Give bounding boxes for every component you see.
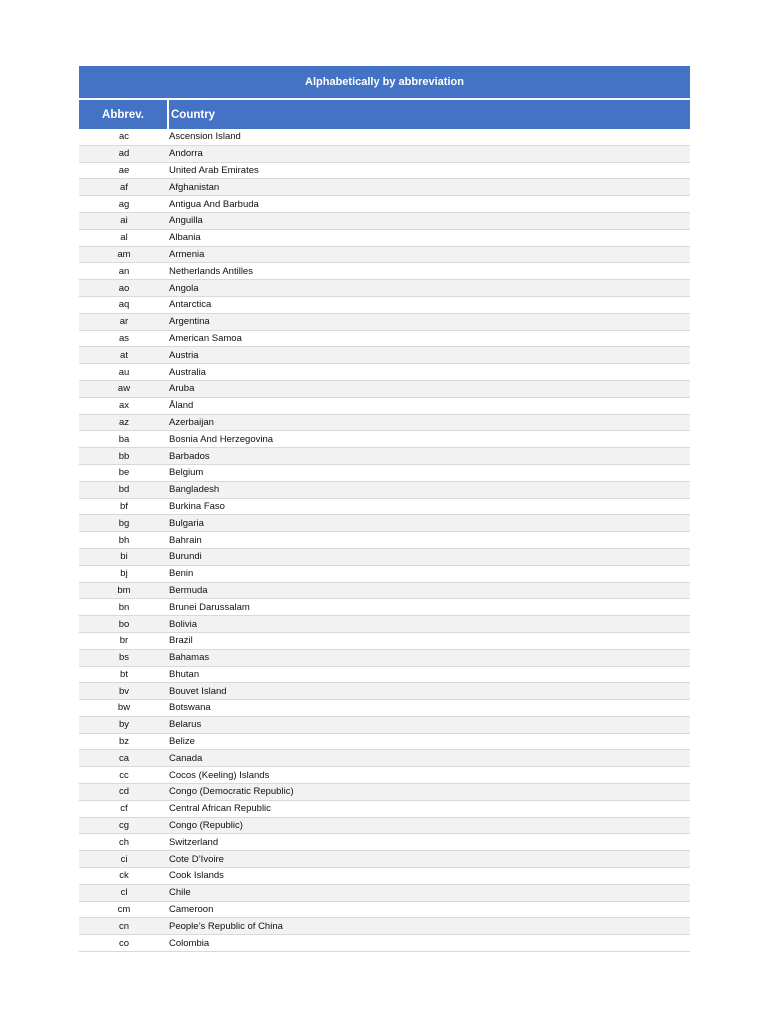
- cell-abbrev: be: [118, 467, 130, 479]
- table-row: [79, 163, 690, 180]
- table-row: [79, 549, 690, 566]
- cell-country: Belize: [169, 736, 195, 748]
- cell-country: Burkina Faso: [169, 500, 225, 512]
- cell-country: Bolivia: [169, 618, 197, 630]
- table-row: [79, 415, 690, 432]
- cell-country: Australia: [169, 366, 206, 378]
- cell-country: Barbados: [169, 450, 210, 462]
- cell-abbrev: bv: [118, 685, 130, 697]
- cell-country: Andorra: [169, 148, 203, 160]
- header-country: Country: [171, 108, 216, 121]
- cell-abbrev: al: [120, 232, 128, 244]
- cell-country: Congo (Democratic Republic): [169, 786, 294, 798]
- cell-country: Albania: [169, 232, 201, 244]
- table-row: [79, 179, 690, 196]
- table-row: [79, 431, 690, 448]
- cell-abbrev: am: [117, 248, 131, 260]
- cell-abbrev: br: [119, 635, 129, 647]
- table-row: [79, 650, 690, 667]
- cell-abbrev: bd: [118, 484, 130, 496]
- cell-abbrev: ag: [118, 198, 130, 210]
- cell-country: Armenia: [169, 248, 205, 260]
- cell-abbrev: ar: [119, 316, 129, 328]
- table-row: [79, 532, 690, 549]
- cell-abbrev: cn: [118, 920, 130, 932]
- cell-abbrev: bh: [118, 534, 130, 546]
- table-row: [79, 767, 690, 784]
- cell-abbrev: cd: [118, 786, 130, 798]
- table-row: [79, 851, 690, 868]
- cell-country: Burundi: [169, 551, 202, 563]
- table-row: [79, 750, 690, 767]
- cell-abbrev: cf: [120, 803, 128, 815]
- cell-country: People’s Republic of China: [169, 920, 283, 932]
- table-row: [79, 734, 690, 751]
- cell-country: Antarctica: [169, 299, 212, 311]
- table-row: [79, 818, 690, 835]
- table-row: [79, 499, 690, 516]
- table-row: [79, 599, 690, 616]
- table-row: [79, 935, 690, 952]
- cell-country: Angola: [169, 282, 199, 294]
- cell-abbrev: ae: [118, 164, 130, 176]
- cell-country: Benin: [169, 568, 194, 580]
- cell-country: Bahamas: [169, 652, 210, 664]
- cell-abbrev: bg: [118, 517, 130, 529]
- table-body: [79, 129, 690, 952]
- cell-abbrev: ca: [118, 752, 130, 764]
- table-row: [79, 902, 690, 919]
- header-abbrev: Abbrev.: [79, 100, 169, 129]
- cell-abbrev: bw: [117, 702, 131, 714]
- cell-country: Bhutan: [169, 668, 200, 680]
- table-row: [79, 885, 690, 902]
- cell-country: Belgium: [169, 467, 204, 479]
- cell-abbrev: co: [118, 937, 130, 949]
- table-row: [79, 398, 690, 415]
- table-row: [79, 482, 690, 499]
- table-row: [79, 213, 690, 230]
- cell-country: Bahrain: [169, 534, 202, 546]
- cell-abbrev: as: [118, 332, 130, 344]
- cell-abbrev: bn: [118, 601, 130, 613]
- cell-abbrev: ax: [118, 400, 130, 412]
- cell-country: Central African Republic: [169, 803, 271, 815]
- cell-country: Brazil: [169, 635, 193, 647]
- cell-abbrev: bz: [118, 736, 130, 748]
- table-row: [79, 700, 690, 717]
- table-row: [79, 633, 690, 650]
- cell-abbrev: au: [118, 366, 130, 378]
- cell-country: Ascension Island: [169, 131, 241, 143]
- cell-abbrev: cg: [118, 820, 130, 832]
- table-row: [79, 784, 690, 801]
- cell-country: Belarus: [169, 719, 202, 731]
- cell-country: Austria: [169, 349, 199, 361]
- cell-abbrev: bb: [118, 450, 130, 462]
- table-row: [79, 834, 690, 851]
- table-row: [79, 515, 690, 532]
- table-row: [79, 918, 690, 935]
- cell-country: Argentina: [169, 316, 210, 328]
- table-row: [79, 297, 690, 314]
- table-row: [79, 683, 690, 700]
- table-row: [79, 667, 690, 684]
- cell-abbrev: bs: [118, 652, 130, 664]
- cell-abbrev: an: [118, 265, 130, 277]
- cell-country: Anguilla: [169, 215, 203, 227]
- cell-abbrev: ao: [118, 282, 130, 294]
- table-row: [79, 230, 690, 247]
- table-row: [79, 616, 690, 633]
- cell-country: Åland: [169, 400, 194, 412]
- cell-country: Bermuda: [169, 584, 208, 596]
- cell-country: Afghanistan: [169, 181, 220, 193]
- cell-country: Switzerland: [169, 836, 219, 848]
- table-row: [79, 448, 690, 465]
- table-row: [79, 566, 690, 583]
- table-row: [79, 381, 690, 398]
- cell-abbrev: ba: [118, 433, 130, 445]
- cell-abbrev: ai: [120, 215, 128, 227]
- table-row: [79, 364, 690, 381]
- cell-country: Netherlands Antilles: [169, 265, 253, 277]
- table-row: [79, 331, 690, 348]
- table-row: [79, 868, 690, 885]
- table-row: [79, 196, 690, 213]
- cell-abbrev: ck: [119, 870, 129, 882]
- cell-country: Brunei Darussalam: [169, 601, 250, 613]
- cell-abbrev: bt: [120, 668, 128, 680]
- cell-abbrev: cc: [119, 769, 129, 781]
- cell-country: Antigua And Barbuda: [169, 198, 259, 210]
- table-header-row: [79, 100, 690, 129]
- cell-country: Chile: [169, 887, 191, 899]
- cell-country: Bosnia And Herzegovina: [169, 433, 274, 445]
- cell-abbrev: bm: [117, 584, 131, 596]
- cell-abbrev: ch: [118, 836, 130, 848]
- cell-abbrev: bo: [118, 618, 130, 630]
- cell-abbrev: ci: [120, 853, 128, 865]
- cell-country: Azerbaijan: [169, 416, 214, 428]
- table-row: [79, 247, 690, 264]
- cell-abbrev: bf: [120, 500, 128, 512]
- table-row: [79, 314, 690, 331]
- cell-country: Canada: [169, 752, 203, 764]
- cell-abbrev: az: [118, 416, 130, 428]
- cell-abbrev: by: [118, 719, 130, 731]
- table-row: [79, 146, 690, 163]
- cell-country: Botswana: [169, 702, 211, 714]
- cell-abbrev: aq: [118, 299, 130, 311]
- table-row: [79, 347, 690, 364]
- cell-country: Cameroon: [169, 904, 214, 916]
- cell-abbrev: at: [120, 349, 128, 361]
- cell-country: Congo (Republic): [169, 820, 243, 832]
- cell-country: Aruba: [169, 383, 195, 395]
- cell-country: Bangladesh: [169, 484, 220, 496]
- cell-country: Bulgaria: [169, 517, 204, 529]
- cell-country: American Samoa: [169, 332, 242, 344]
- cell-country: Bouvet Island: [169, 685, 227, 697]
- country-abbreviation-table: [79, 66, 690, 952]
- cell-country: Cocos (Keeling) Islands: [169, 769, 270, 781]
- cell-abbrev: bi: [120, 551, 128, 563]
- cell-abbrev: cl: [120, 887, 128, 899]
- cell-country: Colombia: [169, 937, 210, 949]
- cell-abbrev: af: [120, 181, 128, 193]
- cell-abbrev: aw: [117, 383, 131, 395]
- cell-country: United Arab Emirates: [169, 164, 259, 176]
- table-row: [79, 280, 690, 297]
- cell-country: Cote D’Ivoire: [169, 853, 224, 865]
- table-row: [79, 717, 690, 734]
- cell-abbrev: cm: [117, 904, 131, 916]
- cell-country: Cook Islands: [169, 870, 224, 882]
- table-title: Alphabetically by abbreviation: [79, 66, 690, 98]
- cell-abbrev: ac: [118, 131, 130, 143]
- table-row: [79, 801, 690, 818]
- table-row: [79, 129, 690, 146]
- table-row: [79, 263, 690, 280]
- cell-abbrev: bj: [120, 568, 128, 580]
- cell-abbrev: ad: [118, 148, 130, 160]
- table-row: [79, 583, 690, 600]
- table-row: [79, 465, 690, 482]
